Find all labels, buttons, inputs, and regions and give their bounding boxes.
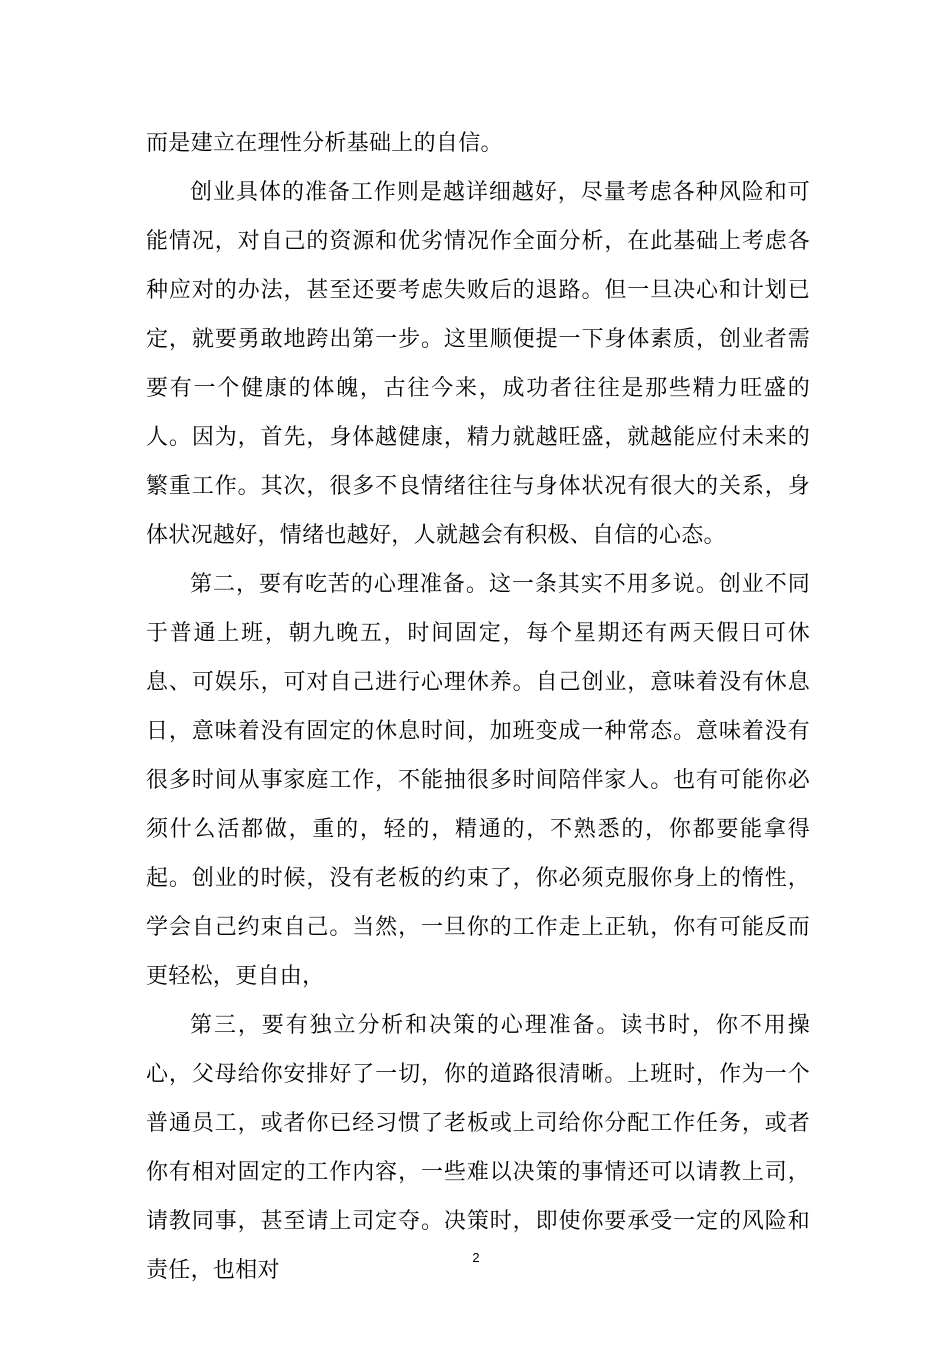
paragraph-1: 而是建立在理性分析基础上的自信。 xyxy=(146,131,503,156)
page-number: 2 xyxy=(472,1250,480,1265)
paragraph-4: 第三，要有独立分析和决策的心理准备。读书时，你不用操心，父母给你安排好了一切，你的道路很清晰。上班时，作为一个普通员工，或者你已经习惯了老板或上司给你分配工作任务，或者你有相对固定的工作内容，一些难以决策的事情还可以请教上司，请教同事，甚至请上司定夺。决策时，即使你要承受一定的风险和责任，也相对 xyxy=(146,1013,810,1283)
document-body xyxy=(146,119,810,1295)
paragraph-2: 创业具体的准备工作则是越详细越好，尽量考虑各种风险和可能情况，对自己的资源和优劣情况作全面分析，在此基础上考虑各种应对的办法，甚至还要考虑失败后的退路。但一旦决心和计划已定，就要勇敢地跨出第一步。这里顺便提一下身体素质，创业者需要有一个健康的体魄，古往今来，成功者往往是那些精力旺盛的人。因为，首先，身体越健康，精力就越旺盛，就越能应付未来的繁重工作。其次，很多不良情绪往往与身体状况有很大的关系，身体状况越好，情绪也越好，人就越会有积极、自信的心态。 xyxy=(146,180,810,548)
paragraph-3: 第二，要有吃苦的心理准备。这一条其实不用多说。创业不同于普通上班，朝九晚五，时间固定，每个星期还有两天假日可休息、可娱乐，可对自己进行心理休养。自己创业，意味着没有休息日，意味着没有固定的休息时间，加班变成一种常态。意味着没有很多时间从事家庭工作，不能抽很多时间陪伴家人。也有可能你必须什么活都做，重的，轻的，精通的，不熟悉的，你都要能拿得起。创业的时候，没有老板的约束了，你必须克服你身上的惰性，学会自己约束自己。当然，一旦你的工作走上正轨，你有可能反而更轻松，更自由， xyxy=(146,572,810,989)
